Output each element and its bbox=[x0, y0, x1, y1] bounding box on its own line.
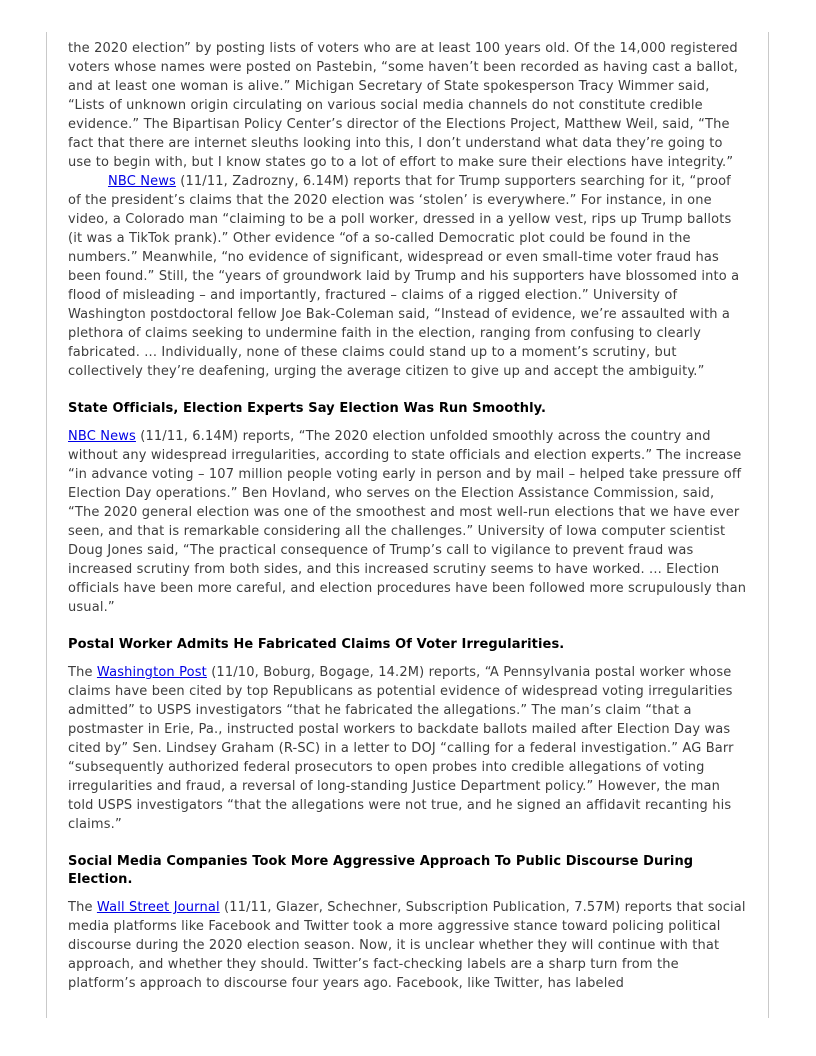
source-link[interactable]: NBC News bbox=[108, 174, 176, 189]
paragraph-text: (11/11, Zadrozny, 6.14M) reports that for Trump supporters searching for it, “proof of the president’s claims that the 2020 election was ‘stolen’ is everywhere.” For instance, in one video, a Colorado man “claiming to be a poll worker, dressed in a yellow vest, rips up Trump ballots (it was a TikTok prank).” Other evidence “of a so-called Democratic plot could be found in the numbers.” Meanwhile, “no evidence of significant, widespread or even small-time voter fraud has been found.” Still, the “years of groundwork laid by Trump and his supporters have blossomed into a flood of misleading – and importantly, fractured – claims of a rigged election.” University of Washington postdoctoral fellow Joe Bak-Coleman said, “Instead of evidence, we’re assaulted with a plethora of claims seeking to undermine faith in the election, ranging from confusing to clearly fabricated. ... Individually, none of these claims could stand up to a moment’s scrutiny, but collectively they’re deafening, urging the average citizen to give up and accept the ambiguity.” bbox=[68, 174, 740, 379]
section-heading: State Officials, Election Experts Say Election Was Run Smoothly. bbox=[68, 401, 547, 416]
paragraph-text: (11/10, Boburg, Bogage, 14.2M) reports, “A Pennsylvania postal worker whose claims have been cited by top Republicans as potential evidence of widespread voting irregularities admitted” to USPS investigators “that he fabricated the allegations.” The man’s claim “that a postmaster in Erie, Pa., instructed postal workers to backdate ballots mailed after Election Day was cited by” Sen. Lindsey Graham (R-SC) in a letter to DOJ “calling for a federal investigation.” AG Barr “subsequently authorized federal prosecutors to open probes into credible allegations of voting irregularities and fraud, a reversal of long-standing Justice Department policy.” However, the man told USPS investigators “that the allegations were not true, and he signed an affidavit recanting his claims.” bbox=[68, 665, 734, 832]
source-link[interactable]: Washington Post bbox=[96, 665, 207, 680]
section-heading: Postal Worker Admits He Fabricated Claims Of Voter Irregularities. bbox=[68, 637, 565, 652]
body-paragraph bbox=[68, 39, 748, 172]
paragraph-text: (11/11, Glazer, Schechner, Subscription Publication, 7.57M) reports that social media platforms like Facebook and Twitter took a more aggressive stance toward policing political discourse during the 2020 election season. Now, it is unclear whether they will continue with that approach, and whether they should. Twitter’s fact-checking labels are a sharp turn from the platform’s approach to discourse four years ago. Facebook, like Twitter, has labeled bbox=[68, 900, 746, 991]
body-paragraph bbox=[68, 172, 748, 381]
paragraph-text: The bbox=[68, 665, 97, 680]
paragraph-text: The bbox=[68, 900, 97, 915]
body-paragraph bbox=[68, 663, 748, 834]
paragraph-text: the 2020 election” by posting lists of voters who are at least 100 years old. Of the 14,000 registered voters whose names were posted on Pastebin, “some haven’t been recorded as having cast a ballot, and at least one woman is alive.” Michigan Secretary of State spokesperson Tracy Wimmer said, “Lists of unknown origin circulating on various social media channels do not constitute credible evidence.” The Bipartisan Policy Center’s director of the Elections Project, Matthew Weil, said, “The fact that there are internet sleuths looking into this, I don’t understand what data they’re going to use to begin with, but I know states go to a lot of effort to make sure their elections have integrity.” bbox=[68, 41, 739, 170]
body-paragraph bbox=[68, 898, 748, 993]
section-heading: Social Media Companies Took More Aggressive Approach To Public Discourse During Election. bbox=[68, 854, 694, 887]
source-link[interactable]: NBC News bbox=[68, 429, 136, 444]
document-body bbox=[68, 39, 748, 993]
source-link[interactable]: Wall Street Journal bbox=[96, 900, 220, 915]
paragraph-text: (11/11, 6.14M) reports, “The 2020 election unfolded smoothly across the country and without any widespread irregularities, according to state officials and election experts.” The increase “in advance voting – 107 million people voting early in person and by mail – helped take pressure off Election Day operations.” Ben Hovland, who serves on the Election Assistance Commission, said, “The 2020 general election was one of the smoothest and most well-run elections that we have ever seen, and that is remarkable considering all the challenges.” University of Iowa computer scientist Doug Jones said, “The practical consequence of Trump’s call to vigilance to prevent fraud was increased scrutiny from both sides, and this increased scrutiny seems to have worked. ... Election officials have been more careful, and election procedures have been followed more scrupulously than usual.” bbox=[68, 429, 747, 615]
body-paragraph bbox=[68, 427, 748, 617]
content-frame bbox=[46, 32, 769, 1018]
